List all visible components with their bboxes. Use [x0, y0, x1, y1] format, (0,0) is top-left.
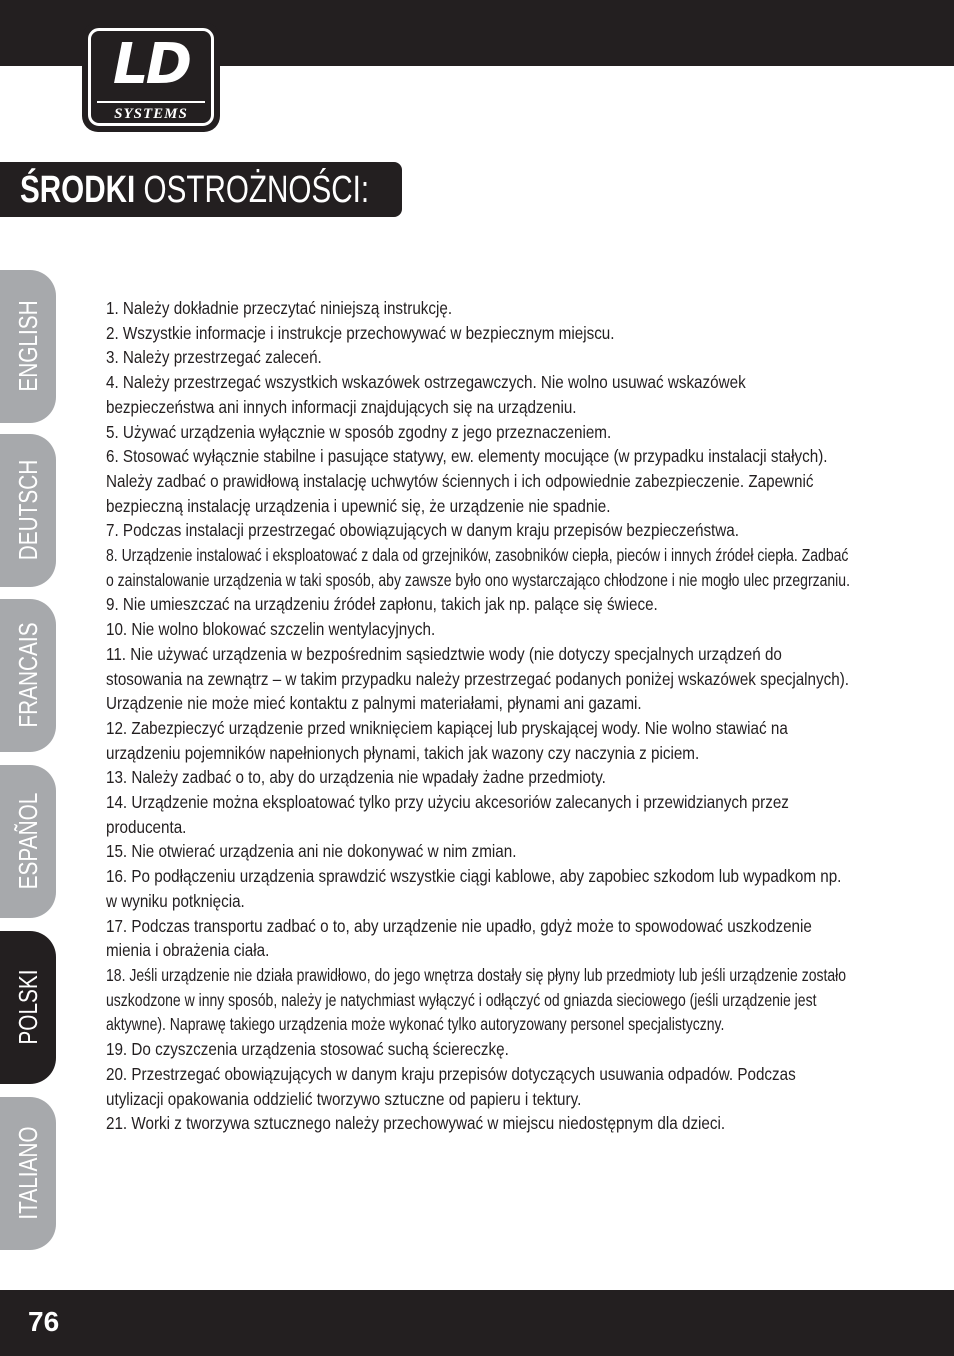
tab-francais[interactable] [0, 599, 56, 752]
list-item: 1. Należy dokładnie przeczytać niniejszą instrukcję. [106, 298, 453, 318]
tab-italiano[interactable] [0, 1097, 56, 1250]
tab-label: FRANCAIS [13, 622, 43, 728]
list-item: 11. Nie używać urządzenia w bezpośrednim sąsiedztwie wody (nie dotyczy specjalnych urządzeń do stosowania na zewnątrz – w takim przypadku należy przestrzegać podanych poniżej wskazówek specjalnych). Urządzenie nie może mieć kontaktu z palnymi materiałami, płynami ani gazami. [106, 643, 850, 714]
tab-label: ESPAÑOL [13, 792, 43, 890]
section-title-bold: ŚRODKI [20, 169, 136, 211]
list-item: 18. Jeśli urządzenie nie działa prawidłowo, do jego wnętrza dostały się płyny lub przedmioty lub jeśli urządzenie zostało uszkodzone w inny sposób, należy je natychmiast wyłączyć i odłączyć od gniazda sieciowego (jeśli urządzenie jest aktywne). Naprawę takiego urządzenia może wykonać tylko autoryzowany personel specjalistyczny. [106, 964, 847, 1035]
logo-main-text: LD [112, 32, 190, 97]
list-item: 10. Nie wolno blokować szczelin wentylacyjnych. [106, 619, 436, 640]
tab-label: ITALIANO [13, 1126, 43, 1220]
list-item: 20. Przestrzegać obowiązujących w danym kraju przepisów dotyczących usuwania odpadów. Podczas utylizacji opakowania oddzielić tworzywo sztuczne od papieru i tektury. [106, 1063, 796, 1109]
tab-polski[interactable] [0, 931, 56, 1084]
list-item: 8. Urządzenie instalować i eksploatować z dala od grzejników, zasobników ciepła, pieców i innych źródeł ciepła. Zadbać o zainstalowanie urządzenia w taki sposób, aby zawsze było ono wystarczająco chłodzone i nie mogło ulec przegrzaniu. [106, 545, 850, 590]
bottom-bar [0, 1290, 954, 1356]
list-item: 17. Podczas transportu zadbać o to, aby urządzenie nie upadło, gdyż może to spowodować uszkodzenie mienia i obrażenia ciała. [106, 915, 812, 961]
section-title-regular: OSTROŻNOŚCI: [143, 169, 370, 211]
logo-frame [88, 28, 214, 126]
section-title-bar [0, 162, 402, 217]
list-item: 2. Wszystkie informacje i instrukcje przechowywać w bezpiecznym miejscu. [106, 322, 615, 343]
list-item: 4. Należy przestrzegać wszystkich wskazówek ostrzegawczych. Nie wolno usuwać wskazówek bezpieczeństwa ani innych informacji znajdujących się na urządzeniu. [106, 372, 746, 417]
list-item: 9. Nie umieszczać na urządzeniu źródeł zapłonu, takich jak np. palące się świece. [106, 594, 658, 615]
tab-english[interactable] [0, 270, 56, 423]
list-item: 3. Należy przestrzegać zaleceń. [106, 347, 322, 368]
list-item: 16. Po podłączeniu urządzenia sprawdzić wszystkie ciągi kablowe, aby zapobiec szkodom lub wypadkom np. w wyniku potknięcia. [106, 866, 842, 911]
logo-sub-text: SYSTEMS [97, 101, 205, 123]
safety-instructions-list [106, 296, 866, 1136]
tab-espanol[interactable] [0, 765, 56, 918]
list-item: 14. Urządzenie można eksploatować tylko przy użyciu akcesoriów zalecanych i przewidzianych przez producenta. [106, 792, 789, 837]
list-item: 7. Podczas instalacji przestrzegać obowiązujących w danym kraju przepisów bezpieczeństwa. [106, 520, 739, 541]
list-item: 12. Zabezpieczyć urządzenie przed wniknięciem kapiącej lub pryskającej wody. Nie wolno stawiać na urządzeniu pojemników napełnionych płynami, takich jak wazony czy naczynia z piciem. [106, 717, 788, 763]
tab-label: ENGLISH [13, 300, 43, 392]
page-number: 76 [28, 1306, 60, 1337]
list-item: 13. Należy zadbać o to, aby do urządzenia nie wpadały żadne przedmioty. [106, 767, 606, 788]
ld-systems-logo [82, 22, 220, 132]
list-item: 19. Do czyszczenia urządzenia stosować suchą ściereczkę. [106, 1039, 509, 1060]
list-item: 6. Stosować wyłącznie stabilne i pasujące statywy, ew. elementy mocujące (w przypadku instalacji stałych). Należy zadbać o prawidłową instalację uchwytów ściennych i ich odpowiednie zabezpieczenie. Zapewnić bezpieczną instalację urządzenia i upewnić się, że urządzenie nie spadnie. [106, 446, 828, 516]
list-item: 15. Nie otwierać urządzenia ani nie dokonywać w nim zmian. [106, 841, 517, 862]
tab-label: POLSKI [13, 969, 43, 1045]
list-item: 21. Worki z tworzywa sztucznego należy przechowywać w miejscu niedostępnym dla dzieci. [106, 1113, 726, 1134]
tab-label: DEUTSCH [13, 459, 43, 561]
section-title [20, 170, 369, 210]
list-item: 5. Używać urządzenia wyłącznie w sposób zgodny z jego przeznaczeniem. [106, 421, 612, 442]
tab-deutsch[interactable] [0, 434, 56, 587]
